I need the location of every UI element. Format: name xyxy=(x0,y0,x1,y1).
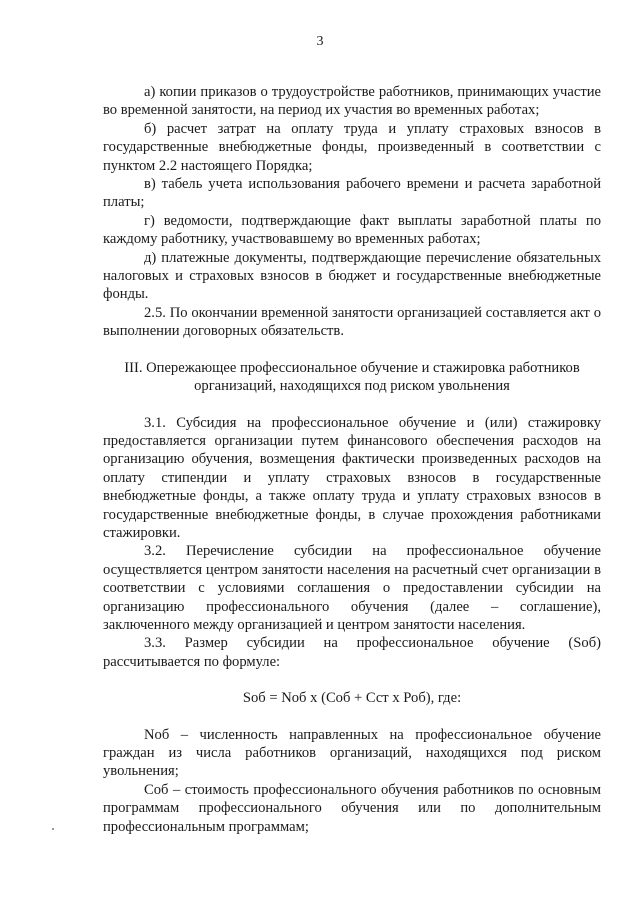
definition-nob: Nоб – численность направленных на профессиональное обучение граждан из числа работников организаций, находящихся под риском увольнения; xyxy=(103,726,601,780)
page-number: 3 xyxy=(316,34,324,49)
scan-speck xyxy=(52,828,54,830)
paragraph-3-2: 3.2. Перечисление субсидии на профессиональное обучение осуществляется центром занятости населения на расчетный счет организации в соответствии с условиями соглашения о предоставлении субсидии на организацию профессионального обучения (далее – соглашение), заключенного между организацией и центром занятости населения. xyxy=(103,543,601,633)
section-heading xyxy=(103,359,601,396)
definition-sob: Соб – стоимость профессионального обучения работников по основным программам профессионального обучения или по дополнительным профессиональным программам; xyxy=(103,781,601,835)
paragraph-2-5: 2.5. По окончании временной занятости организацией составляется акт о выполнении договорных обязательств. xyxy=(103,304,601,340)
list-item-a: а) копии приказов о трудоустройстве работников, принимающих участие во временной занятости, на период их участия во временных работах; xyxy=(103,84,601,119)
list-item-v: в) табель учета использования рабочего времени и расчета заработной платы; xyxy=(103,176,601,211)
section-heading-line2: организаций, находящихся под риском увольнения xyxy=(194,378,510,395)
paragraph-3-1: 3.1. Субсидия на профессиональное обучение и (или) стажировку предоставляется организации путем финансового обеспечения расходов на организацию обучения, возмещения фактически произведенных расходов на оплату стипендии и уплату страховых взносов в государственные внебюджетные фонды, а также оплату труда и уплату страховых взносов в государственные внебюджетные фонды, в случае прохождения работниками стажировки. xyxy=(103,414,601,541)
list-item-g: г) ведомости, подтверждающие факт выплаты заработной платы по каждому работнику, участвовавшему во временных работах; xyxy=(103,212,601,248)
section-heading-line1: III. Опережающее профессиональное обучение и стажировка работников xyxy=(124,359,580,376)
document-body xyxy=(103,83,601,836)
formula: Sоб = Nоб х (Соб + Сст х Роб), где: xyxy=(242,690,462,707)
list-item-d: д) платежные документы, подтверждающие перечисление обязательных налоговых и страховых взносов в бюджет и государственные внебюджетные фонды. xyxy=(103,249,601,303)
list-item-b: б) расчет затрат на оплату труда и уплату страховых взносов в государственные внебюджетные фонды, произведенный в соответствии с пунктом 2.2 настоящего Порядка; xyxy=(103,120,601,174)
paragraph-3-3: 3.3. Размер субсидии на профессиональное обучение (Sоб) рассчитывается по формуле: xyxy=(103,635,601,670)
